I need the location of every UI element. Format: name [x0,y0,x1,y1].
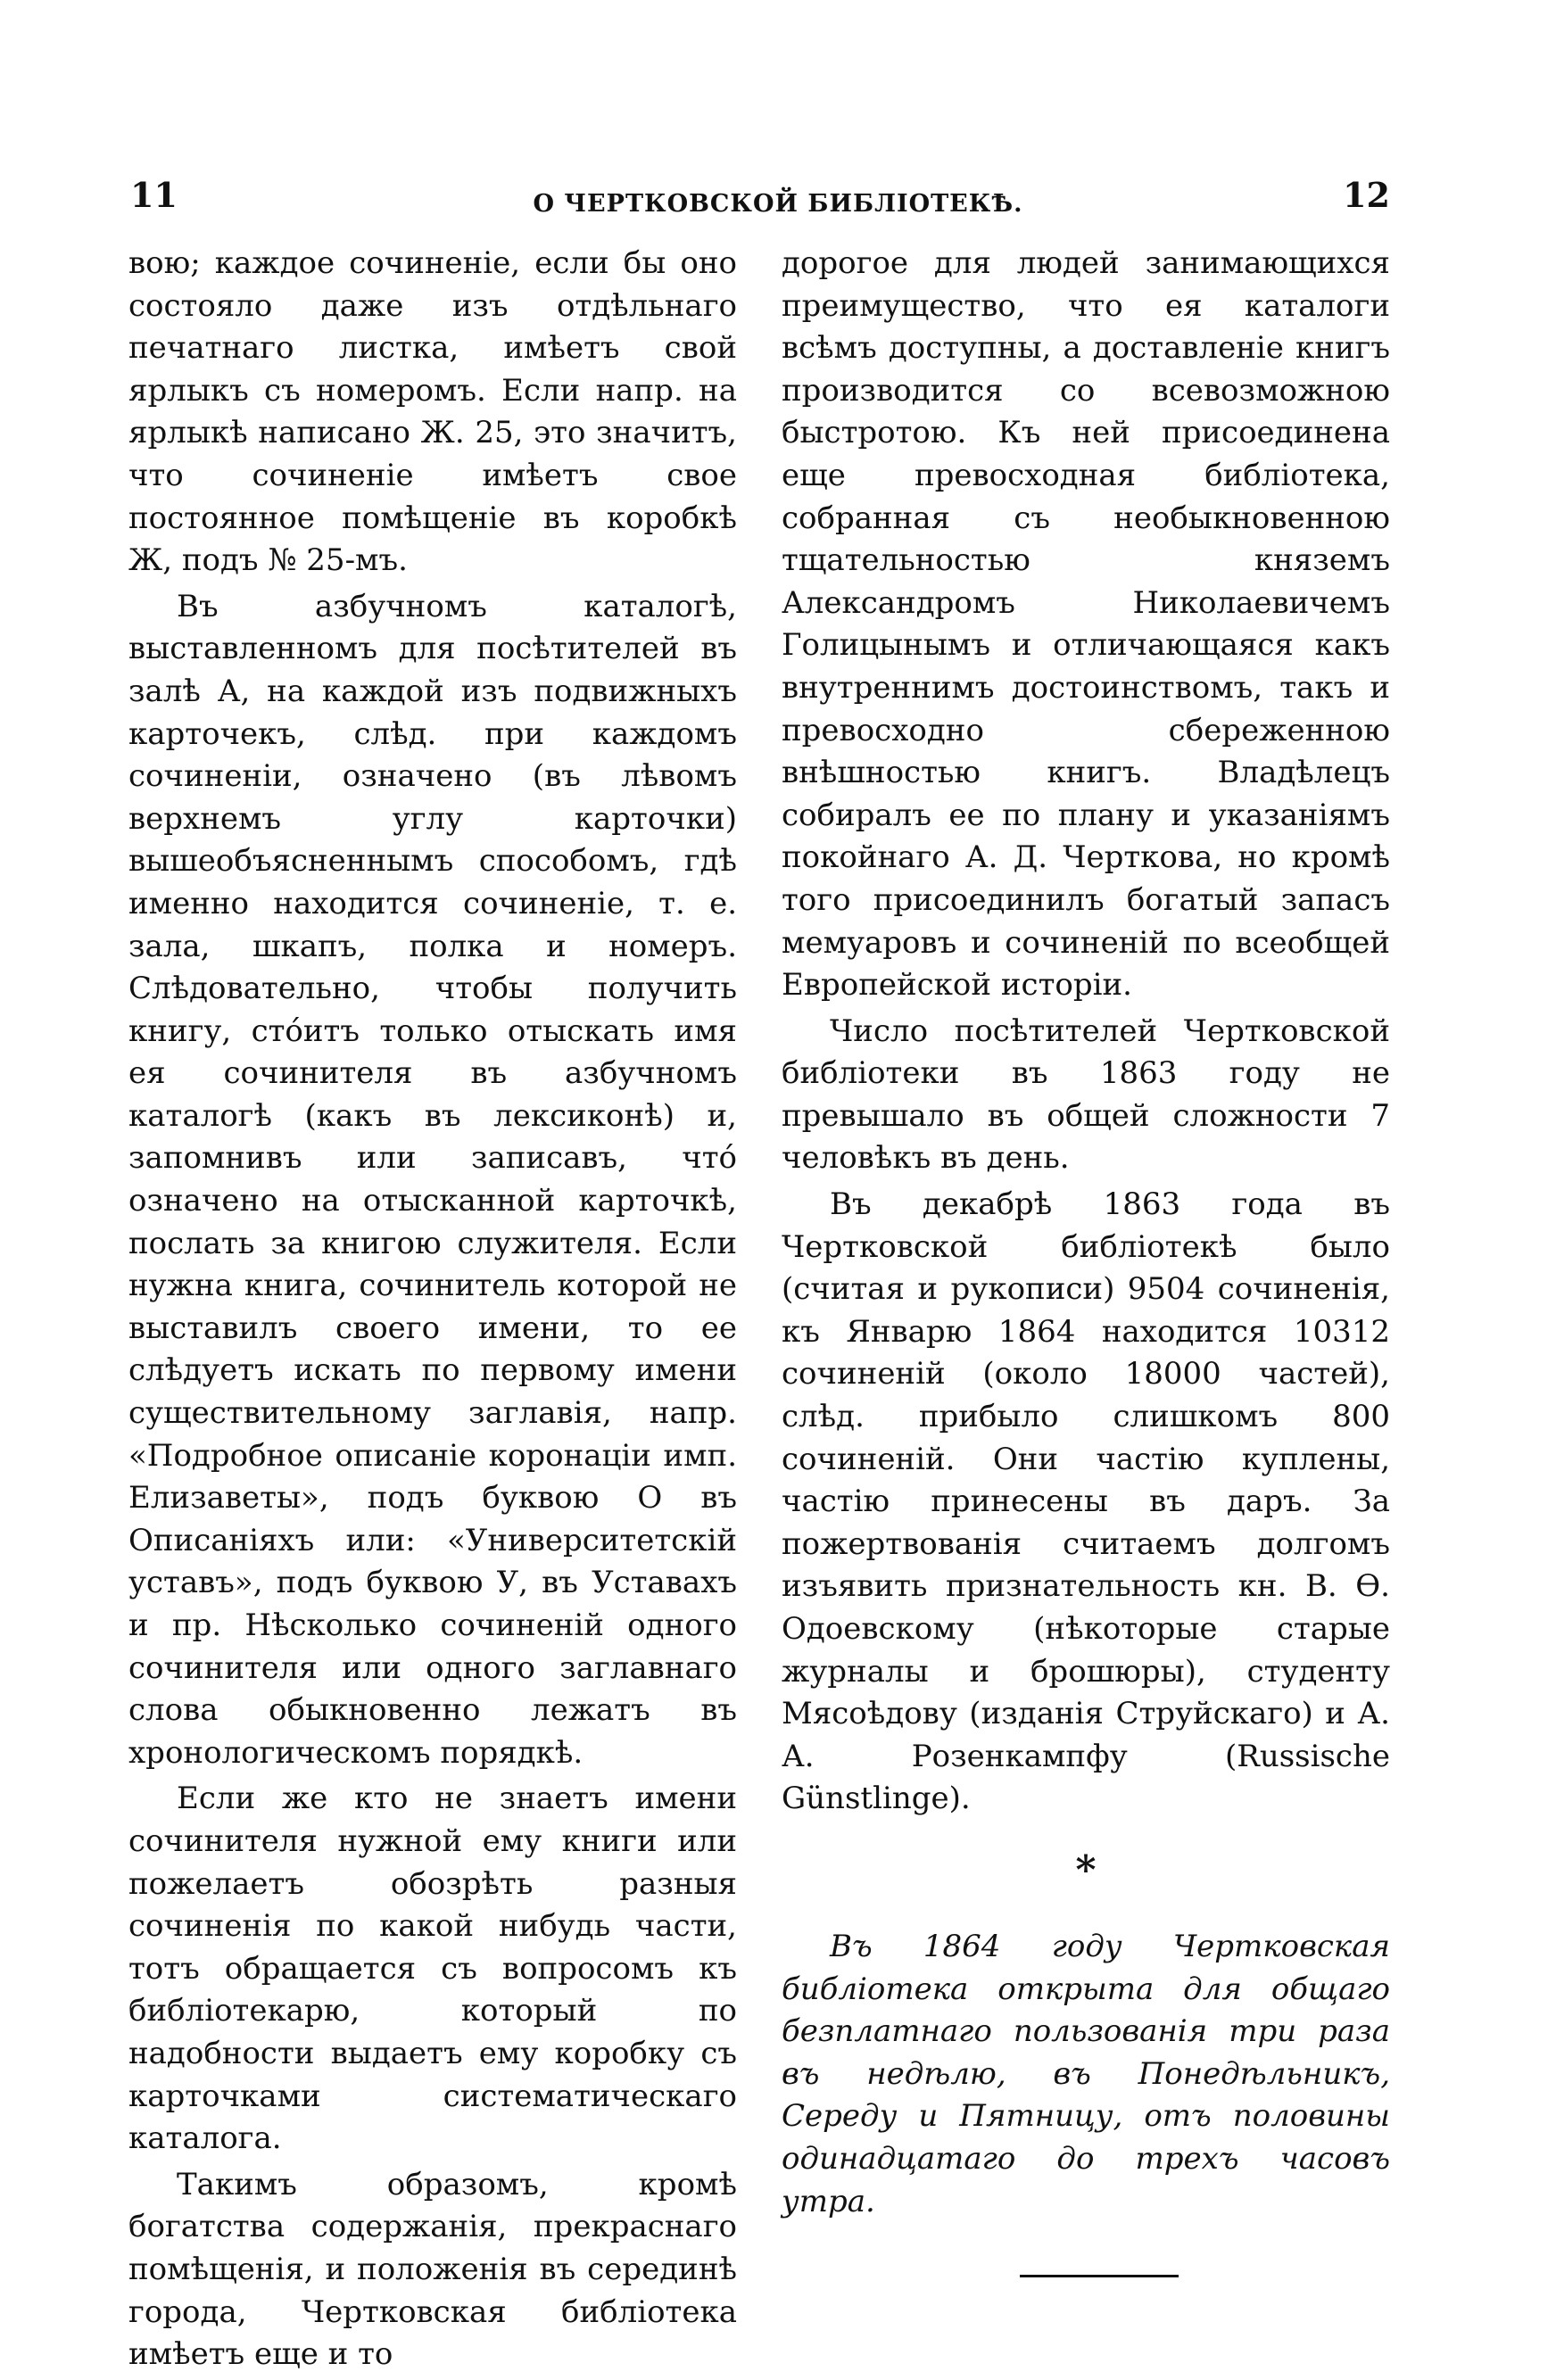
left-paragraph-3: Если же кто не знаетъ имени сочинителя нужной ему книги или пожелаетъ обозрѣть разныя сочиненія по какой нибудь части, тотъ обращается съ вопросомъ къ библіотекарю, который по надобности выдаетъ ему коробку съ карточками систематическаго каталога. [128,1781,737,2157]
left-paragraph-4: Такимъ образомъ, кромѣ богатства содержанія, прекраснаго помѣщенія, и положенія въ серединѣ города, Чертковская библіотека имѣетъ еще и то [128,2166,737,2373]
running-header-title: О ЧЕРТКОВСКОЙ БИБЛІОТЕКѢ. [533,190,1023,218]
asterisk-separator: * [1075,1847,1097,1893]
closing-rule [1020,2275,1179,2277]
right-paragraph-3: Въ декабрѣ 1863 года въ Чертковской библіотекѣ было (считая и рукописи) 9504 сочиненія, къ Январю 1864 находится 10312 сочиненій (около 18000 частей), слѣд. прибыло слишкомъ 800 сочиненій. Они частію куплены, частію принесены въ даръ. За пожертвованія считаемъ долгомъ изъявить признательность кн. В. Ѳ. Одоевскому (нѣкоторые старые журналы и брошюры), студенту Мясоѣдову (изданія Струйскаго) и А. А. Розенкампфу (Russische Günstlinge). [782,1186,1390,1817]
right-paragraph-1: дорогое для людей занимающихся преимущество, что ея каталоги всѣмъ доступны, а доставленіе книгъ производится со всевозможною быстротою. Къ ней присоединена еще превосходная библіотека, собранная съ необыкновенною тщательностью княземъ Александромъ Николаевичемъ Голицынымъ и отличающаяся какъ внутреннимъ достоинствомъ, такъ и превосходно сбереженною внѣшностью книгъ. Владѣлецъ собиралъ ее по плану и указаніямъ покойнаго А. Д. Черткова, но кромѣ того присоединилъ богатый запасъ мемуаровъ и сочиненій по всеобщей Европейской исторіи. [782,245,1390,1004]
left-column [128,243,737,2380]
left-paragraph-1: вою; каждое сочиненіе, если бы оно состояло даже изъ отдѣльнаго печатнаго листка, имѣетъ свой ярлыкъ съ номеромъ. Если напр. на ярлыкѣ написано Ж. 25, это значитъ, что сочиненіе имѣетъ свое постоянное помѣщеніе въ коробкѣ Ж, подъ № 25-мъ. [128,245,737,579]
page-number-left: 11 [130,175,178,215]
right-paragraph-2: Число посѣтителей Чертковской библіотеки въ 1863 году не превышало въ общей сложности 7 человѣкъ въ день. [782,1012,1390,1177]
page-number-right: 12 [1343,175,1390,215]
opening-hours-notice: Въ 1864 году Чертковская библіотека открыта для общаго безплатнаго пользованія три раза въ недѣлю, въ Понедѣльникъ, Середу и Пятницу, отъ половины одинадцатаго до трехъ часовъ утра. [782,1928,1390,2219]
right-column [782,243,1390,2277]
left-paragraph-2: Въ азбучномъ каталогѣ, выставленномъ для посѣтителей въ залѣ А, на каждой изъ подвижныхъ карточекъ, слѣд. при каждомъ сочиненіи, означено (въ лѣвомъ верхнемъ углу карточки) вышеобъясненнымъ способомъ, гдѣ именно находится сочиненіе, т. е. зала, шкапъ, полка и номеръ. Слѣдовательно, чтобы получить книгу, стóитъ только отыскать имя ея сочинителя въ азбучномъ каталогѣ (какъ въ лексиконѣ) и, запомнивъ или записавъ, чтó означено на отысканной карточкѣ, послать за книгою служителя. Если нужна книга, сочинитель которой не выставилъ своего имени, то ее слѣдуетъ искать по первому имени существительному заглавія, напр. «Подробное описаніе коронаціи имп. Елизаветы», подъ буквою О въ Описаніяхъ или: «Университетскій уставъ», подъ буквою У, въ Уставахъ и пр. Нѣсколько сочиненій одного сочинителя или одного заглавнаго слова обыкновенно лежатъ въ хронологическомъ порядкѣ. [128,588,737,1771]
